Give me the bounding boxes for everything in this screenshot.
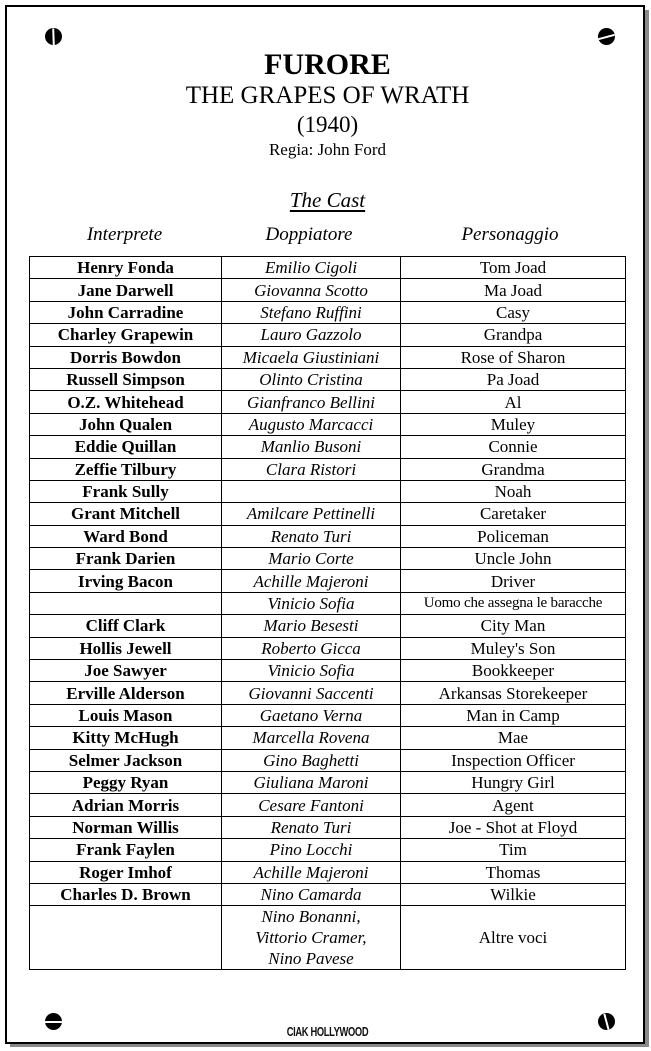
role-cell: Muley [401,413,626,435]
column-header-actor: Interprete [86,224,163,245]
table-row [30,727,626,749]
table-row [30,592,626,614]
voice-cell: Micaela Giustiniani [222,346,401,368]
voice-cell: Renato Turi [222,525,401,547]
role-cell: Pa Joad [401,368,626,390]
voice-cell: Giovanna Scotto [222,279,401,301]
actor-cell: Selmer Jackson [30,749,222,771]
voice-cell: Gaetano Verna [222,704,401,726]
actor-cell: Ward Bond [30,525,222,547]
actor-cell: Irving Bacon [30,570,222,592]
screw-icon-bottom-right [598,1013,615,1030]
screw-icon-top-right [598,28,615,45]
voice-cell: Roberto Gicca [222,637,401,659]
original-title: THE GRAPES OF WRATH [185,82,470,109]
voice-cell [222,480,401,502]
director-credit: Regia: John Ford [268,140,387,159]
table-row [30,458,626,480]
other-voices-row [30,906,626,970]
cast-table [29,256,626,970]
voice-cell: Mario Besesti [222,615,401,637]
actor-cell: Frank Faylen [30,839,222,861]
actor-cell: Henry Fonda [30,257,222,279]
actor-cell: Eddie Quillan [30,436,222,458]
voice-cell: Manlio Busoni [222,436,401,458]
role-cell: Grandpa [401,324,626,346]
role-cell: Casy [401,301,626,323]
voice-cell: Marcella Rovena [222,727,401,749]
voice-cell: Renato Turi [222,816,401,838]
role-cell: Rose of Sharon [401,346,626,368]
role-cell: Policeman [401,525,626,547]
table-row [30,301,626,323]
table-row [30,480,626,502]
role-cell: Grandma [401,458,626,480]
actor-cell: Kitty McHugh [30,727,222,749]
role-cell: Tim [401,839,626,861]
role-cell: Altre voci [401,906,626,970]
actor-cell: O.Z. Whitehead [30,391,222,413]
actor-cell: Peggy Ryan [30,771,222,793]
table-row [30,615,626,637]
voice-cell: Cesare Fantoni [222,794,401,816]
voice-cell: Lauro Gazzolo [222,324,401,346]
voice-cell: Augusto Marcacci [222,413,401,435]
role-cell: Ma Joad [401,279,626,301]
table-row [30,704,626,726]
actor-cell [30,906,222,970]
voice-name: Vittorio Cramer, [255,928,367,948]
actor-cell: Jane Darwell [30,279,222,301]
actor-cell: John Qualen [30,413,222,435]
table-row [30,883,626,905]
voice-cell: Giuliana Maroni [222,771,401,793]
voice-cell: Achille Majeroni [222,861,401,883]
table-row [30,525,626,547]
actor-cell: Louis Mason [30,704,222,726]
release-year: (1940) [296,112,359,137]
actor-cell: Dorris Bowdon [30,346,222,368]
column-header-role: Personaggio [461,224,559,245]
voice-cell: Pino Locchi [222,839,401,861]
voice-cell: Emilio Cigoli [222,257,401,279]
role-cell: Noah [401,480,626,502]
actor-cell: Joe Sawyer [30,660,222,682]
screw-icon-top-left [45,28,62,45]
role-cell: Joe - Shot at Floyd [401,816,626,838]
voice-cell: Stefano Ruffini [222,301,401,323]
table-row [30,503,626,525]
actor-cell: Roger Imhof [30,861,222,883]
voice-name: Nino Pavese [268,949,354,969]
role-cell: Driver [401,570,626,592]
voice-cell [222,906,401,970]
role-cell: Bookkeeper [401,660,626,682]
voice-cell: Vinicio Sofia [222,660,401,682]
actor-cell: Charley Grapewin [30,324,222,346]
actor-cell: John Carradine [30,301,222,323]
actor-cell: Erville Alderson [30,682,222,704]
table-row [30,839,626,861]
role-cell: City Man [401,615,626,637]
voice-cell: Gianfranco Bellini [222,391,401,413]
table-row [30,346,626,368]
table-row [30,324,626,346]
italian-title: FURORE [264,48,391,81]
voice-cell: Mario Corte [222,548,401,570]
voice-cell: Achille Majeroni [222,570,401,592]
role-cell: Mae [401,727,626,749]
table-row [30,257,626,279]
cast-heading [7,187,648,213]
table-row [30,660,626,682]
actor-cell: Zeffie Tilbury [30,458,222,480]
actor-cell: Charles D. Brown [30,883,222,905]
table-row [30,436,626,458]
actor-cell: Russell Simpson [30,368,222,390]
table-row [30,816,626,838]
role-cell: Uomo che assegna le baracche [401,592,626,614]
table-row [30,548,626,570]
table-row [30,771,626,793]
voice-cell: Clara Ristori [222,458,401,480]
table-row [30,391,626,413]
table-row [30,794,626,816]
role-cell: Al [401,391,626,413]
screw-icon-bottom-left [45,1013,62,1030]
voice-name: Nino Bonanni, [261,907,361,927]
voice-cell: Vinicio Sofia [222,592,401,614]
role-cell: Wilkie [401,883,626,905]
actor-cell: Frank Darien [30,548,222,570]
voice-cell: Nino Camarda [222,883,401,905]
actor-cell: Grant Mitchell [30,503,222,525]
voice-cell: Giovanni Saccenti [222,682,401,704]
role-cell: Man in Camp [401,704,626,726]
actor-cell: Cliff Clark [30,615,222,637]
cast-heading-text: The Cast [289,188,366,212]
table-row [30,413,626,435]
role-cell: Agent [401,794,626,816]
role-cell: Connie [401,436,626,458]
actor-cell: Hollis Jewell [30,637,222,659]
table-row [30,637,626,659]
voice-cell: Gino Baghetti [222,749,401,771]
voice-cell: Olinto Cristina [222,368,401,390]
voice-cell: Amilcare Pettinelli [222,503,401,525]
role-cell: Muley's Son [401,637,626,659]
actor-cell: Frank Sully [30,480,222,502]
cast-plate [5,5,645,1044]
table-row [30,570,626,592]
role-cell: Arkansas Storekeeper [401,682,626,704]
actor-cell [30,592,222,614]
role-cell: Inspection Officer [401,749,626,771]
table-row [30,368,626,390]
role-cell: Uncle John [401,548,626,570]
actor-cell: Norman Willis [30,816,222,838]
table-row [30,279,626,301]
role-cell: Tom Joad [401,257,626,279]
role-cell: Caretaker [401,503,626,525]
table-row [30,861,626,883]
table-row [30,682,626,704]
column-header-voice: Doppiatore [265,224,353,245]
table-row [30,749,626,771]
ciak-hollywood-logo: CIAK HOLLYWOOD [286,1024,369,1039]
role-cell: Hungry Girl [401,771,626,793]
role-cell: Thomas [401,861,626,883]
actor-cell: Adrian Morris [30,794,222,816]
